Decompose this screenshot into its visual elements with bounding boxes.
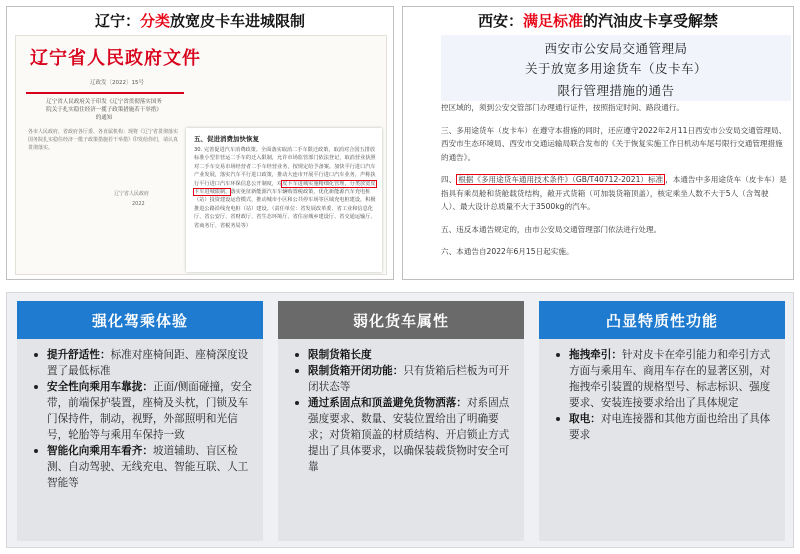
- column-title: 强化驾乘体验: [17, 301, 263, 339]
- feature-column-special-functions: [539, 301, 785, 541]
- notice-title-block: [441, 35, 791, 101]
- notice-title-line2: 限行管理措施的通告: [557, 83, 675, 98]
- xian-heading-highlight: 满足标准: [522, 12, 583, 30]
- feature-column-driving-experience: [17, 301, 263, 541]
- list-item: 安全性向乘用车靠拢：正面/侧面碰撞，安全带，前端保护装置，座椅及头枕，门锁及车门保持件，制动，视野，外部照明和光信号，轮胎等与乘用车保持一致: [31, 379, 253, 443]
- notice-body: [441, 101, 787, 268]
- column-body: [17, 339, 263, 541]
- column-title: 弱化货车属性: [278, 301, 524, 339]
- document-intro: 辽宁省人民政府关于印发《辽宁省贯彻落实国务院关于扎实稳住经济一揽子政策措施若干举措》的通知: [46, 99, 162, 121]
- notice-highlight: 根据《多用途货车通用技术条件》（GB/T40712-2021）标准: [458, 175, 664, 184]
- document-signature: 辽宁省人民政府: [114, 191, 150, 197]
- liaoning-panel: [6, 6, 394, 280]
- list-item: 智能化向乘用车看齐：坡道辅助、盲区检测、自动驾驶、无线充电、智能互联、人工智能等: [31, 443, 253, 491]
- top-section: [6, 6, 794, 280]
- notice-para-2: 三、多用途货车（皮卡车）在遵守本措施的同时，还应遵守2022年2月11日西安市公安局交通管理局、西安市生态环境局、西安市交通运输局联合发布的《关于恢复实施工作日机动车尾号限行交通管理措施的通告》。: [441, 125, 787, 162]
- document-page-excerpt: [186, 128, 382, 272]
- list-item: 拖拽牵引：针对皮卡在牵引能力和牵引方式方面与乘用车、商用车存在的显著区别，对拖拽牵引装置的规格型号、标志标识、强度要求、安装连接要求给出了具体规定: [553, 347, 775, 411]
- excerpt-text: 30. 完善促进汽车消费政策。全面落实取消二手车限迁政策，取消对合国五排放标准小型非营运二手车的迁入限制，允许市场监管部门依法登记，取消营业执照对二手车交易市场经营者二手车经营业务，按规定给予备案。加快平行进口汽车产业发展，落实汽车平行进口政策，推动大连市开展平行进口汽车业务，声称执行平行进口汽车环保信息公开制度，对皮卡车进城实施精细化管理，分类放宽皮卡车进城限制，落实免征新能源汽车车辆购置税政策，优化新能源汽车充电桩（站）投资建设运营模式，推动城市小区和公共停车场等区域充电桩建设，积极推进公路沿线充电桩（站）建设。（责任单位：省发展改革委、省工业和信息化厅、省公安厅、省财政厅、省生态环境厅、省住房城乡建设厅、省交通运输厅、省商务厅、省税务局等）: [194, 147, 376, 229]
- column-body: [278, 339, 524, 541]
- xian-heading: 西安：满足标准的汽油皮卡享受解禁: [477, 12, 719, 30]
- excerpt-highlight: 皮卡车进城实施精细化管理，分类放宽皮卡车进城限制，: [194, 180, 376, 196]
- notice-para-1: 控区域的，须到公安交管部门办理通行证件，按照指定时间、路段通行。: [441, 103, 684, 112]
- list-item: 提升舒适性：标准对座椅间距、座椅深度设置了最低标准: [31, 347, 253, 379]
- notice-title-line1: 关于放宽多用途货车（皮卡车）: [524, 61, 707, 76]
- column-body: [539, 339, 785, 541]
- excerpt-heading: 五、促进消费加快恢复: [194, 135, 259, 143]
- red-divider: [26, 92, 184, 94]
- list-item: 限制货箱长度: [292, 347, 514, 363]
- list-item: 取电：对电连接器和其他方面也给出了具体要求: [553, 411, 775, 443]
- xian-panel: [402, 6, 794, 280]
- gov-document-title: 辽宁省人民政府文件: [30, 48, 201, 69]
- feature-column-cargo-attributes: [278, 301, 524, 541]
- xian-document-image: [441, 35, 791, 275]
- standard-features-section: [6, 292, 794, 548]
- list-item: 限制货箱开闭功能：只有货箱后栏板为可开闭状态等: [292, 363, 514, 395]
- column-title: 凸显特质性功能: [539, 301, 785, 339]
- document-number: 辽政发〔2022〕15号: [90, 80, 144, 86]
- document-body: 各市人民政府，省政府各厅委、各直属机构：现将《辽宁省贯彻落实国务院扎实稳住经济一揽子政策措施若干举措》印发给你们，请认真贯彻落实。: [28, 129, 179, 151]
- liaoning-heading-highlight: 分类: [139, 12, 170, 30]
- notice-para-4: 五、违反本通告规定的，由市公安局交通管理部门依法进行处理。: [441, 224, 662, 234]
- notice-para-3: 四、 根据《多用途货车通用技术条件》（GB/T40712-2021）标准 ，本通告中多用途货车（皮卡车）是指具有乘员舱和货舱载货结构，敞开式货箱（可加装货箱顶盖），核定乘坐人数不大于5人（含驾驶人）、最大设计总质量不大于3500kg的汽车。: [441, 175, 787, 211]
- document-date: 2022: [132, 201, 145, 207]
- list-item: 通过系固点和顶盖避免货物洒落：对系固点强度要求、数量、安装位置给出了明确要求；对货箱顶盖的材质结构、开启锁止方式提出了具体要求，以确保装载货物时安全可靠: [292, 395, 514, 475]
- notice-issuer: 西安市公安局交通管理局: [544, 41, 688, 56]
- liaoning-heading: 辽宁：分类放宽皮卡车进城限制: [94, 12, 306, 30]
- notice-para-5: 六、本通告自2022年6月15日起实施。: [441, 247, 574, 256]
- liaoning-document-image: [15, 35, 387, 275]
